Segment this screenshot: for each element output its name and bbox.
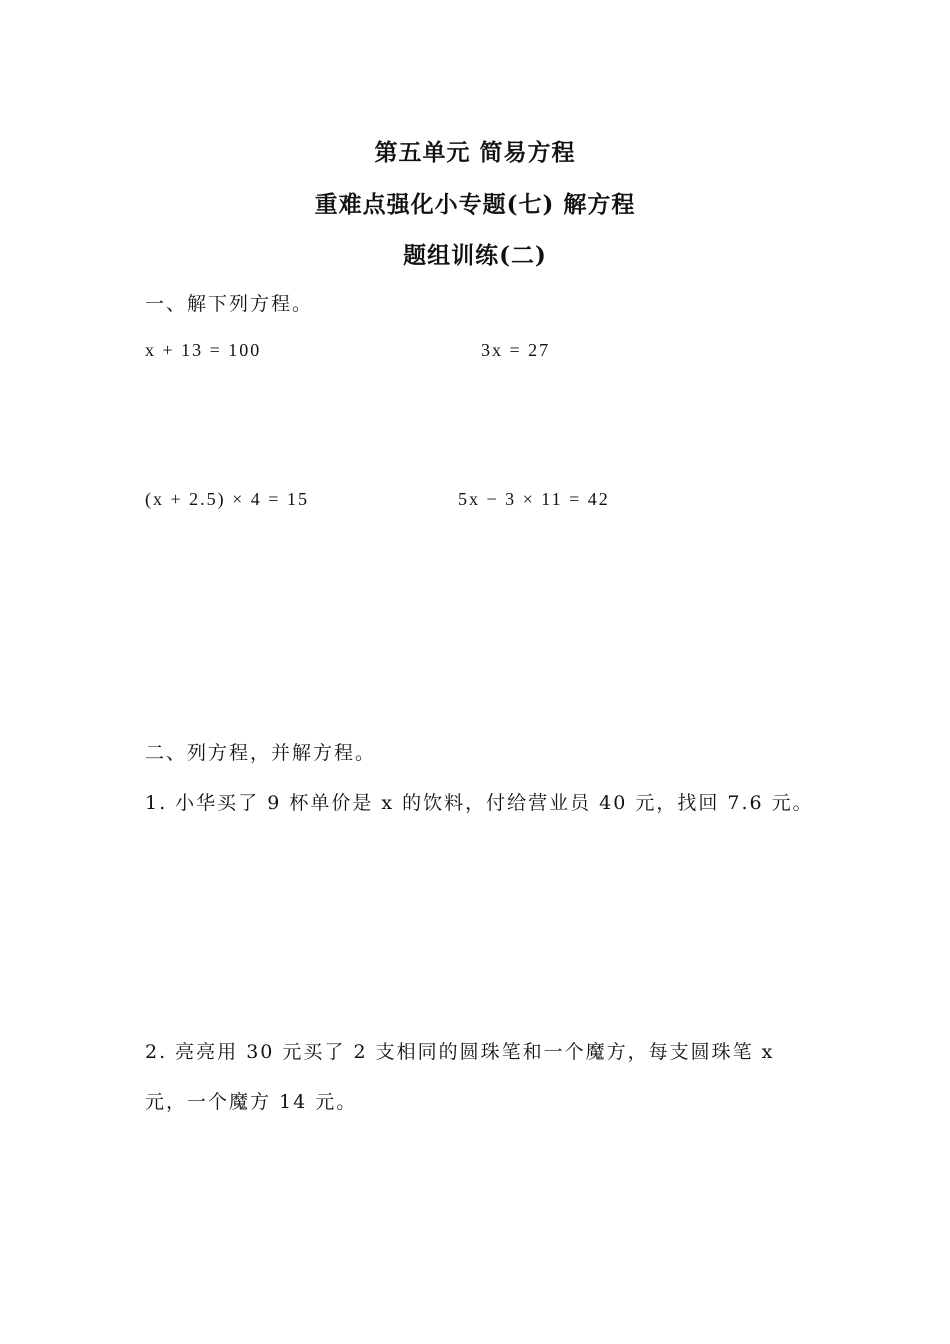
equation-3: (x + 2.5) × 4 = 15 xyxy=(145,489,309,509)
equation-1: x + 13 = 100 xyxy=(145,340,262,360)
problem-2-line-2: 元，一个魔方 14 元。 xyxy=(145,1091,358,1113)
equation-4: 5x − 3 × 11 = 42 xyxy=(458,489,610,509)
problem-2-line-1: 2. 亮亮用 30 元买了 2 支相同的圆珠笔和一个魔方，每支圆珠笔 x xyxy=(145,1041,775,1063)
section1-heading: 一、解下列方程。 xyxy=(145,293,314,315)
equation-2: 3x = 27 xyxy=(481,340,551,360)
group-title: 题组训练(二) xyxy=(403,242,547,269)
problem-1: 1. 小华买了 9 杯单价是 x 的饮料，付给营业员 40 元，找回 7.6 元。 xyxy=(145,792,814,814)
topic-title: 重难点强化小专题(七) 解方程 xyxy=(314,191,636,218)
unit-title: 第五单元 简易方程 xyxy=(374,139,576,166)
section2-heading: 二、列方程，并解方程。 xyxy=(145,742,377,764)
